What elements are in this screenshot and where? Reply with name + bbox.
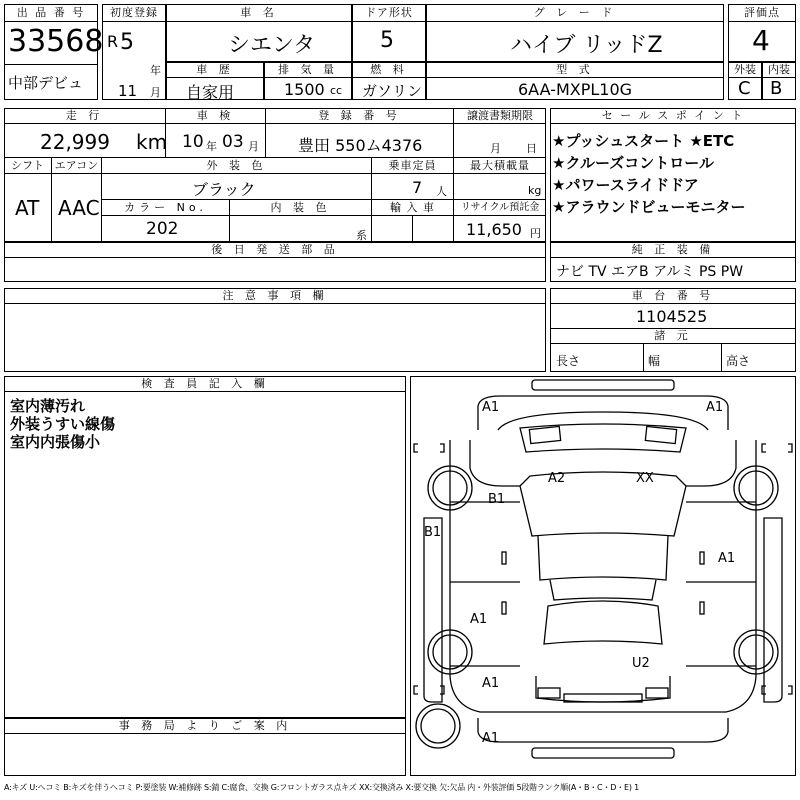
damage-mark: A1: [482, 676, 500, 691]
color-no-label: カラー No.: [102, 200, 230, 216]
sales-point: ★アラウンドビューモニター: [552, 198, 746, 216]
int-color-cell: [230, 216, 372, 242]
import-label: 輸 入 車: [372, 200, 454, 216]
car-name-label: 車 名: [166, 4, 352, 22]
capacity-label: 乗車定員: [372, 158, 454, 174]
transfer-label: 譲渡書類期限: [454, 108, 546, 124]
factory-equip-label: 純 正 装 備: [550, 242, 796, 258]
grade-value: ハイブ リッドZ: [510, 33, 663, 58]
damage-mark: A1: [482, 731, 500, 746]
factory-equip-value: ナビ TV エアB アルミ PS PW: [556, 264, 744, 280]
first-reg-label: 初度登録: [102, 4, 166, 22]
reg-year: 5: [120, 30, 134, 55]
lot-divider: [4, 64, 98, 65]
import-cell: [372, 216, 454, 242]
damage-mark: XX: [636, 471, 654, 486]
score-label: 評価点: [728, 4, 796, 22]
damage-mark: A2: [548, 471, 566, 486]
damage-mark: A1: [470, 612, 488, 627]
int-value: B: [770, 78, 783, 99]
insp-year-unit: 年: [206, 140, 217, 153]
plate-label: 登 録 番 号: [266, 108, 454, 124]
mileage-label: 走 行: [4, 108, 166, 124]
inspector-line: 室内内張傷小: [10, 433, 101, 451]
damage-mark: A1: [718, 551, 736, 566]
mileage-value: 22,999: [40, 130, 110, 154]
fuel-value: ガソリン: [362, 82, 423, 100]
insp-month-unit: 月: [248, 140, 259, 153]
int-label: 内装: [762, 62, 796, 78]
door-value: 5: [380, 28, 394, 53]
reg-year-unit: 年: [150, 64, 161, 77]
inspection-label: 車 検: [166, 108, 266, 124]
sales-points-label: セ ー ル ス ポ イ ン ト: [550, 108, 796, 124]
color-no-value: 202: [146, 219, 179, 239]
int-color-unit: 系: [356, 229, 367, 242]
shift-value: AT: [15, 196, 40, 220]
reg-month-unit: 月: [150, 86, 161, 99]
plate-value: 豊田 550ム4376: [298, 136, 423, 155]
ac-label: エアコン: [52, 158, 102, 174]
chassis-label: 車 台 番 号: [550, 288, 796, 304]
ext-value: C: [738, 78, 751, 99]
ext-label: 外装: [728, 62, 762, 78]
capacity-unit: 人: [436, 185, 447, 198]
notes-label: 注 意 事 項 欄: [4, 288, 546, 304]
load-label: 最大積載量: [454, 158, 546, 174]
grade-label: グ レ ー ド: [426, 4, 724, 22]
displacement-value: 1500: [284, 80, 325, 99]
capacity-value: 7: [412, 178, 423, 197]
insp-year: 10: [182, 132, 204, 152]
dims-length: 長さ: [556, 354, 581, 368]
mileage-unit: km: [136, 130, 168, 154]
import-divider: [412, 216, 413, 242]
shift-label: シフト: [4, 158, 52, 174]
dims-height: 高さ: [726, 354, 751, 368]
inspector-label: 検 査 員 記 入 欄: [4, 376, 406, 392]
color-value: ブラック: [192, 180, 256, 199]
inspector-line: 外装うすい線傷: [10, 415, 116, 433]
transfer-month-unit: 月: [490, 142, 501, 155]
debut-label: 中部デビュ: [8, 74, 84, 92]
transfer-day-unit: 日: [526, 142, 537, 155]
recycle-unit: 円: [530, 227, 541, 240]
history-label: 車 歴: [166, 62, 264, 78]
lot-number: 33568: [8, 24, 104, 59]
chassis-value: 1104525: [636, 307, 708, 326]
damage-mark: A1: [706, 400, 724, 415]
sales-point: ★パワースライドドア: [552, 176, 699, 194]
damage-mark: A1: [482, 400, 500, 415]
lot-number-label: 出 品 番 号: [4, 4, 98, 22]
displacement-unit: cc: [330, 84, 343, 97]
damage-mark: B1: [424, 525, 442, 540]
reg-month: 11: [118, 82, 138, 100]
later-parts-label: 後 日 発 送 部 品: [4, 242, 546, 258]
damage-mark: U2: [632, 656, 650, 671]
ac-value: AAC: [58, 196, 100, 220]
recycle-label: リサイクル預託金: [454, 200, 546, 216]
model-value: 6AA-MXPL10G: [518, 80, 633, 99]
office-label: 事 務 局 よ り ご 案 内: [4, 718, 406, 734]
load-unit: kg: [528, 184, 542, 197]
displacement-label: 排 気 量: [264, 62, 352, 78]
model-label: 型 式: [426, 62, 724, 78]
legend-text: A:キズ U:ヘコミ B:キズを伴うヘコミ P:要塗装 W:補修跡 S:錆 C:腐食、交換 G:フロントガラス点キズ XX:交換済み X:要交換 欠:欠品 内・外装評価 5段階ランク順(A・B・C・D・E) 1: [4, 783, 640, 792]
car-diagram: [410, 376, 796, 776]
insp-month: 03: [222, 132, 244, 152]
dims-label: 諸 元: [550, 328, 796, 344]
color-label: 外 装 色: [102, 158, 372, 174]
inspector-line: 室内薄汚れ: [10, 397, 86, 415]
fuel-label: 燃 料: [352, 62, 426, 78]
score-value: 4: [752, 24, 770, 57]
damage-mark: B1: [488, 492, 506, 507]
sales-point: ★クルーズコントロール: [552, 154, 714, 172]
int-color-label: 内 装 色: [230, 200, 372, 216]
recycle-value: 11,650: [466, 220, 522, 239]
dims-width: 幅: [648, 354, 661, 368]
car-name: シエンタ: [228, 33, 316, 58]
door-label: ドア形状: [352, 4, 426, 22]
reg-era: R: [107, 32, 119, 51]
sales-point: ★プッシュスタート ★ETC: [552, 132, 735, 150]
history-value: 自家用: [186, 83, 235, 102]
